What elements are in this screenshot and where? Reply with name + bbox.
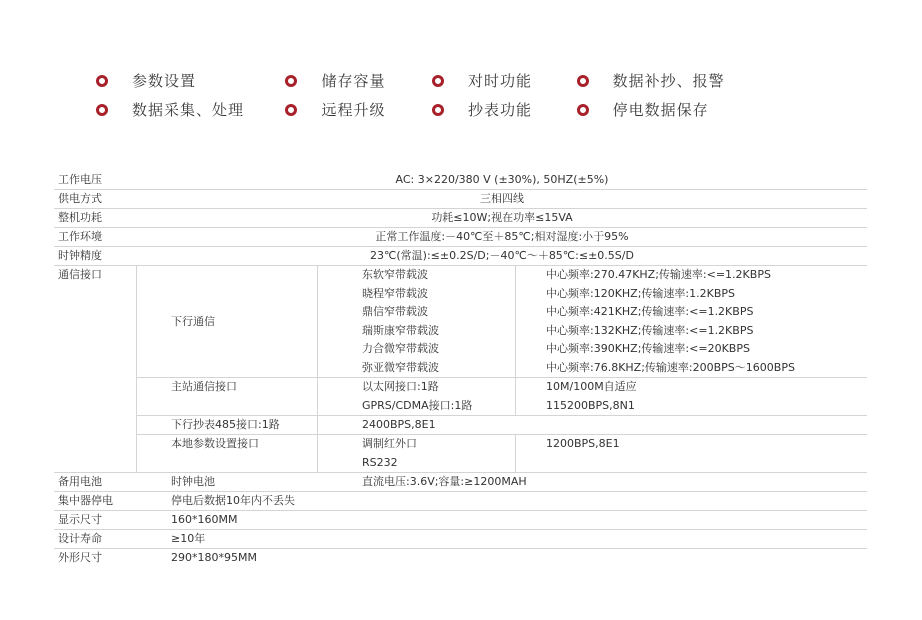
feature-label: 停电数据保存 xyxy=(612,101,709,119)
feature-list xyxy=(96,66,776,124)
feature-row xyxy=(96,95,776,124)
bullet-ring-icon xyxy=(285,104,297,116)
local-ports xyxy=(318,435,516,472)
feature-item xyxy=(285,99,432,120)
carrier-name: 晓程窄带载波 xyxy=(318,285,516,304)
bullet-ring-icon xyxy=(432,104,444,116)
spec-row-power-outage xyxy=(54,492,867,511)
param-text: 10M/100M自适应 xyxy=(546,380,637,393)
feature-item xyxy=(577,70,776,91)
spec-value: 290*180*95MM xyxy=(171,551,257,564)
spec-label: 整机功耗 xyxy=(58,211,102,224)
comm-sub-label: 本地参数设置接口 xyxy=(137,435,318,472)
spec-value: ≥10年 xyxy=(171,532,206,545)
bullet-ring-icon xyxy=(285,75,297,87)
spec-row-display-size xyxy=(54,511,867,530)
param-text: 1200BPS,8E1 xyxy=(546,437,620,450)
master-params xyxy=(516,378,867,415)
carrier-row xyxy=(318,285,867,304)
feature-item xyxy=(577,99,776,120)
spec-value: 三相四线 xyxy=(480,192,524,205)
feature-label: 数据采集、处理 xyxy=(132,101,245,119)
feature-item xyxy=(96,99,285,120)
port-text: 调制红外口 xyxy=(362,437,417,450)
spec-value: 停电后数据10年内不丢失 xyxy=(171,494,295,507)
feature-item xyxy=(432,99,577,120)
spec-label: 工作环境 xyxy=(58,230,102,243)
spec-row-power-supply xyxy=(54,190,867,209)
feature-label: 参数设置 xyxy=(132,72,197,90)
spec-label: 设计寿命 xyxy=(58,532,102,545)
spec-label: 时钟精度 xyxy=(58,249,102,262)
spec-row-dimensions xyxy=(54,549,867,567)
bullet-ring-icon xyxy=(96,104,108,116)
spec-value: 160*160MM xyxy=(171,513,238,526)
comm-local-setting xyxy=(137,435,867,472)
carrier-name: 瑞斯康窄带载波 xyxy=(318,322,516,341)
carrier-row xyxy=(318,340,867,359)
carrier-detail: 中心频率:390KHZ;传输速率:<=20KBPS xyxy=(546,342,750,355)
spec-label: 供电方式 xyxy=(58,192,102,205)
local-params xyxy=(516,435,867,472)
spec-table xyxy=(54,171,867,567)
comm-sub-label: 下行抄表485接口:1路 xyxy=(137,416,318,434)
carrier-row xyxy=(318,359,867,378)
port-text: 以太网接口:1路 xyxy=(362,380,439,393)
spec-label: 通信接口 xyxy=(54,266,137,472)
comm-sub-label: 下行通信 xyxy=(137,266,318,377)
carrier-name: 东软窄带载波 xyxy=(318,266,516,285)
comm-sub-label: 主站通信接口 xyxy=(137,378,318,415)
carrier-detail: 中心频率:270.47KHZ;传输速率:<=1.2KBPS xyxy=(546,268,771,281)
bullet-ring-icon xyxy=(577,104,589,116)
feature-item xyxy=(96,70,285,91)
spec-row-backup-battery xyxy=(54,473,867,492)
local-values xyxy=(318,435,867,472)
comm-master-station xyxy=(137,378,867,416)
spec-label: 外形尺寸 xyxy=(58,551,102,564)
carrier-name: 弥亚微窄带载波 xyxy=(318,359,516,378)
bullet-ring-icon xyxy=(96,75,108,87)
port-text: RS232 xyxy=(362,455,398,469)
master-ports xyxy=(318,378,516,415)
feature-label: 储存容量 xyxy=(321,72,386,90)
comm-rs485 xyxy=(137,416,867,435)
feature-item xyxy=(432,70,577,91)
spec-value: AC: 3×220/380 V (±30%), 50HZ(±5%) xyxy=(395,173,609,186)
carrier-detail: 中心频率:421KHZ;传输速率:<=1.2KBPS xyxy=(546,305,754,318)
spec-label: 显示尺寸 xyxy=(58,513,102,526)
master-values xyxy=(318,378,867,415)
rs485-value: 2400BPS,8E1 xyxy=(362,418,436,431)
spec-row-environment xyxy=(54,228,867,247)
port-text: GPRS/CDMA接口:1路 xyxy=(362,398,473,412)
comm-body xyxy=(137,266,867,472)
spec-row-comm-interface xyxy=(54,266,867,473)
carrier-detail: 中心频率:76.8KHZ;传输速率:200BPS～1600BPS xyxy=(546,360,795,374)
spec-value: 时钟电池 xyxy=(171,475,215,488)
spec-row-design-life xyxy=(54,530,867,549)
feature-label: 远程升级 xyxy=(321,101,386,119)
spec-row-voltage xyxy=(54,171,867,190)
spec-row-clock-accuracy xyxy=(54,247,867,266)
carrier-name: 力合微窄带载波 xyxy=(318,340,516,359)
spec-label: 工作电压 xyxy=(58,173,102,186)
feature-label: 数据补抄、报警 xyxy=(612,72,725,90)
feature-label: 抄表功能 xyxy=(468,101,533,119)
feature-row xyxy=(96,66,776,95)
spec-detail: 直流电压:3.6V;容量:≥1200MAH xyxy=(362,475,527,488)
bullet-ring-icon xyxy=(432,75,444,87)
carrier-detail: 中心频率:120KHZ;传输速率:1.2KBPS xyxy=(546,286,736,300)
spec-row-power-consumption xyxy=(54,209,867,228)
spec-value: 23℃(常温):≤±0.2S/D;－40℃～＋85℃:≤±0.5S/D xyxy=(370,249,634,262)
spec-value: 功耗≤10W;视在功率≤15VA xyxy=(431,211,573,224)
carrier-detail: 中心频率:132KHZ;传输速率:<=1.2KBPS xyxy=(546,323,754,337)
feature-item xyxy=(285,70,432,91)
carrier-row xyxy=(318,266,867,285)
spec-label: 备用电池 xyxy=(58,475,102,488)
carrier-row xyxy=(318,303,867,322)
spec-value: 正常工作温度:－40℃至＋85℃;相对湿度:小于95% xyxy=(375,230,629,243)
comm-downlink xyxy=(137,266,867,378)
spec-label: 集中器停电 xyxy=(58,494,113,507)
feature-label: 对时功能 xyxy=(468,72,533,90)
carrier-list xyxy=(318,266,867,377)
carrier-name: 鼎信窄带载波 xyxy=(318,303,516,322)
bullet-ring-icon xyxy=(577,75,589,87)
carrier-row xyxy=(318,322,867,341)
param-text: 115200BPS,8N1 xyxy=(546,398,635,412)
